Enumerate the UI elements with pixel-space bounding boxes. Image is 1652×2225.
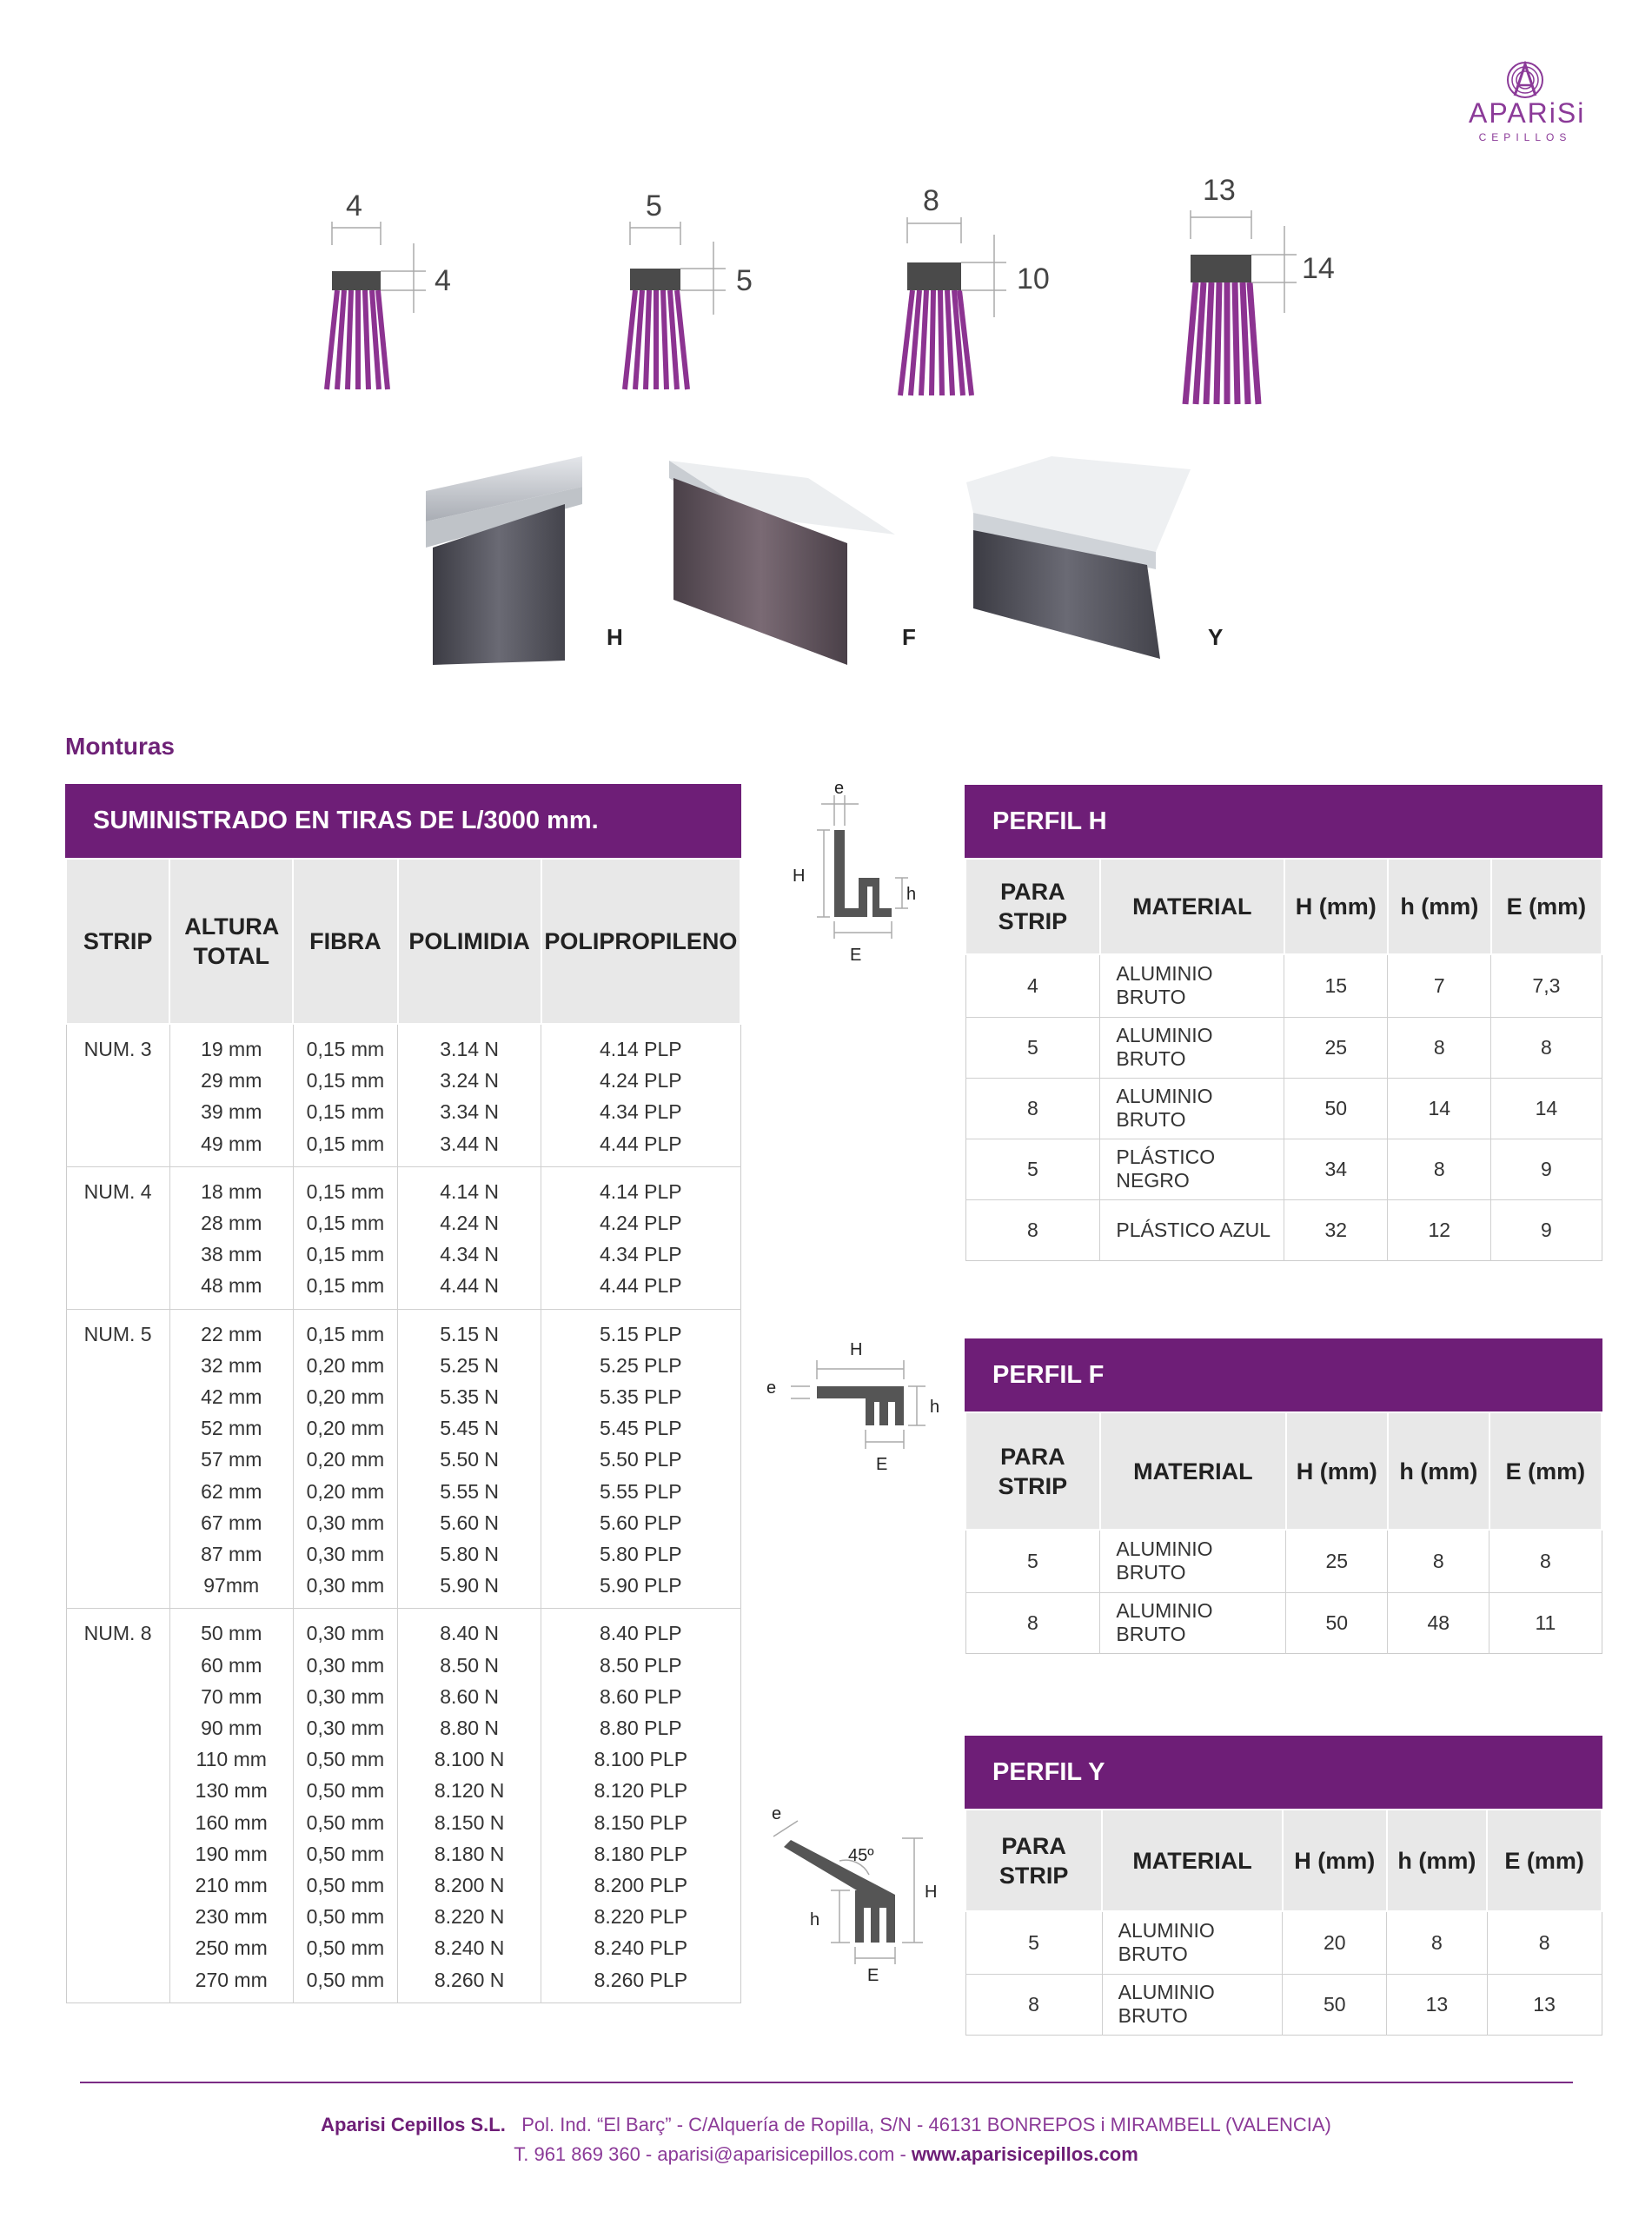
cell-line: 49 mm [201, 1132, 262, 1155]
cell-line: 8.200 N [434, 1874, 505, 1897]
cell-line: 62 mm [201, 1479, 262, 1503]
h-value: 8 [1388, 1530, 1489, 1592]
profile-h-E: E [850, 946, 862, 965]
footer-company: Aparisi Cepillos S.L. [321, 2114, 506, 2135]
fibra-cell [293, 1166, 397, 1309]
cell-line: 160 mm [195, 1810, 268, 1834]
strip-4-height: 4 [435, 264, 451, 297]
H-value: 25 [1284, 1017, 1388, 1078]
profile-y-block [965, 1736, 1602, 2036]
mount-y-label-text: Y [1208, 624, 1224, 650]
cell-line: 0,20 mm [306, 1353, 385, 1377]
h-value: 8 [1387, 1911, 1488, 1974]
profile-header-row [965, 1810, 1602, 1911]
profile-col-header: h (mm) [1388, 1412, 1489, 1530]
strip-8 [900, 184, 1050, 395]
material-value: ALUMINIO BRUTO [1102, 1911, 1283, 1974]
mount-h-label: H [607, 624, 623, 650]
cell-line: 210 mm [195, 1874, 268, 1897]
profile-y-diagram [765, 1795, 947, 1986]
cell-line: 0,15 mm [306, 1100, 385, 1124]
main-table-title: SUMINISTRADO EN TIRAS DE L/3000 mm. [65, 784, 741, 858]
cell-line: 5.50 PLP [600, 1448, 682, 1471]
strip-diagrams [287, 165, 1416, 417]
strip-value: 5 [965, 1017, 1100, 1078]
footer-divider [80, 2082, 1573, 2083]
profile-row [965, 1017, 1602, 1078]
polipropileno-cell [541, 1024, 740, 1166]
profile-title: PERFIL Y [965, 1736, 1602, 1809]
cell-line: 52 mm [201, 1417, 262, 1440]
mount-illustrations [417, 452, 1217, 678]
cell-line: 0,50 mm [306, 1810, 385, 1834]
cell-line: 4.14 PLP [600, 1038, 682, 1060]
cell-line: 0,15 mm [306, 1132, 385, 1155]
profile-f-diagram [756, 1325, 947, 1491]
cell-line: 0,20 mm [306, 1448, 385, 1471]
cell-line: 8.50 N [440, 1653, 500, 1677]
brand-name: APARiSi [1469, 97, 1586, 129]
cell-line: 5.80 N [440, 1543, 500, 1566]
cell-line: 28 mm [201, 1212, 262, 1235]
material-value: PLÁSTICO NEGRO [1100, 1139, 1284, 1199]
cell-line: 5.25 N [440, 1353, 500, 1377]
cell-line: 5.90 PLP [600, 1574, 682, 1597]
cell-line: 8.60 PLP [600, 1684, 682, 1708]
cell-line: 50 mm [201, 1622, 262, 1645]
profile-col-header: H (mm) [1286, 1412, 1388, 1530]
cell-line: 4.44 PLP [600, 1274, 682, 1298]
profile-y-angle: 45º [848, 1846, 874, 1865]
cell-line: 230 mm [195, 1905, 268, 1929]
material-value: PLÁSTICO AZUL [1100, 1199, 1284, 1260]
profile-y-H: H [925, 1883, 938, 1902]
cell-line: 5.60 N [440, 1511, 500, 1534]
profile-h-e: e [834, 779, 845, 798]
cell-line: 0,15 mm [306, 1322, 385, 1345]
h-value: 12 [1388, 1199, 1491, 1260]
cell-line: 0,50 mm [306, 1874, 385, 1897]
cell-line: 0,15 mm [306, 1179, 385, 1203]
profile-row [965, 1592, 1602, 1653]
cell-line: 4.24 N [440, 1212, 500, 1235]
strip-group-row [66, 1166, 740, 1309]
strip-4 [327, 189, 451, 389]
cell-line: 8.150 PLP [594, 1810, 688, 1834]
material-value: ALUMINIO BRUTO [1102, 1974, 1283, 2035]
altura-cell [169, 1024, 293, 1166]
cell-line: 8.100 PLP [594, 1748, 688, 1771]
strip-value: 8 [965, 1592, 1100, 1653]
profile-f-E: E [876, 1455, 888, 1474]
E-value: 9 [1491, 1199, 1602, 1260]
cell-line: 8.260 PLP [594, 1968, 688, 1991]
cell-line: 0,30 mm [306, 1684, 385, 1708]
cell-line: 70 mm [201, 1684, 262, 1708]
profile-f-h: h [930, 1398, 940, 1417]
profile-col-header: MATERIAL [1100, 1412, 1286, 1530]
cell-line: 5.50 N [440, 1448, 500, 1471]
mount-y-image [966, 456, 1191, 659]
polipropileno-cell [541, 1609, 740, 2002]
strip-value: 8 [965, 1199, 1100, 1260]
cell-line: 8.260 N [434, 1968, 505, 1991]
strip-cell: NUM. 5 [66, 1309, 169, 1609]
cell-line: 0,50 mm [306, 1968, 385, 1991]
h-value: 8 [1388, 1017, 1491, 1078]
main-table [65, 858, 741, 2003]
E-value: 14 [1491, 1078, 1602, 1139]
cell-line: 0,15 mm [306, 1243, 385, 1266]
cell-line: 8.50 PLP [600, 1653, 682, 1677]
H-value: 50 [1286, 1592, 1388, 1653]
material-value: ALUMINIO BRUTO [1100, 1530, 1286, 1592]
strip-5 [625, 189, 753, 389]
cell-line: 57 mm [201, 1448, 262, 1471]
strip-5-width: 5 [646, 189, 662, 222]
footer-web-link[interactable]: www.aparisicepillos.com [911, 2143, 1138, 2165]
profile-f-e: e [766, 1378, 777, 1398]
profile-col-header: E (mm) [1489, 1412, 1602, 1530]
profile-title: PERFIL F [965, 1338, 1602, 1411]
H-value: 32 [1284, 1199, 1388, 1260]
mount-f-label: F [902, 624, 916, 650]
cell-line: 18 mm [201, 1179, 262, 1203]
cell-line: 8.80 N [440, 1717, 500, 1740]
cell-line: 0,30 mm [306, 1717, 385, 1740]
polimidia-cell [398, 1166, 541, 1309]
profile-f-H: H [850, 1340, 863, 1359]
cell-line: 87 mm [201, 1543, 262, 1566]
strip-4-width: 4 [346, 189, 362, 222]
cell-line: 4.24 PLP [600, 1069, 682, 1093]
cell-line: 0,50 mm [306, 1905, 385, 1929]
cell-line: 250 mm [195, 1936, 268, 1960]
profile-h-h: h [906, 885, 917, 904]
profile-title: PERFIL H [965, 785, 1602, 858]
cell-line: 4.14 PLP [600, 1179, 682, 1203]
cell-line: 0,15 mm [306, 1038, 385, 1060]
cell-line: 8.120 N [434, 1779, 505, 1803]
cell-line: 5.55 PLP [600, 1479, 682, 1503]
cell-line: 0,20 mm [306, 1479, 385, 1503]
E-value: 7,3 [1491, 954, 1602, 1017]
cell-line: 90 mm [201, 1717, 262, 1740]
cell-line: 0,15 mm [306, 1274, 385, 1298]
profile-h-block [965, 785, 1602, 1261]
material-value: ALUMINIO BRUTO [1100, 954, 1284, 1017]
cell-line: 5.35 PLP [600, 1385, 682, 1409]
strip-group-row [66, 1024, 740, 1166]
cell-line: 0,15 mm [306, 1069, 385, 1093]
cell-line: 5.80 PLP [600, 1543, 682, 1566]
cell-line: 5.35 N [440, 1385, 500, 1409]
cell-line: 67 mm [201, 1511, 262, 1534]
profile-row [965, 1974, 1602, 2035]
polimidia-cell [398, 1609, 541, 2002]
strip-group-row [66, 1309, 740, 1609]
h-value: 13 [1387, 1974, 1488, 2035]
cell-line: 3.44 N [440, 1132, 500, 1155]
cell-line: 3.34 N [440, 1100, 500, 1124]
profile-col-header: PARA STRIP [965, 1810, 1102, 1911]
cell-line: 4.24 PLP [600, 1212, 682, 1235]
profile-row [965, 1078, 1602, 1139]
fibra-cell [293, 1309, 397, 1609]
cell-line: 8.240 N [434, 1936, 505, 1960]
cell-line: 4.34 PLP [600, 1100, 682, 1124]
mount-f-image [669, 461, 895, 665]
E-value: 8 [1487, 1911, 1602, 1974]
H-value: 25 [1286, 1530, 1388, 1592]
cell-line: 42 mm [201, 1385, 262, 1409]
cell-line: 4.34 N [440, 1243, 500, 1266]
strip-13-height: 14 [1302, 252, 1335, 285]
cell-line: 110 mm [196, 1748, 267, 1771]
profile-table [965, 858, 1602, 1261]
footer [0, 2110, 1652, 2169]
cell-line: 130 mm [195, 1779, 268, 1803]
logo-icon [1503, 61, 1548, 99]
profile-col-header: E (mm) [1491, 859, 1602, 954]
altura-cell [169, 1166, 293, 1309]
H-value: 50 [1283, 1974, 1387, 2035]
profile-header-row [965, 1412, 1602, 1530]
profile-col-header: PARA STRIP [965, 859, 1100, 954]
profile-col-header: H (mm) [1284, 859, 1388, 954]
strip-group-row [66, 1609, 740, 2002]
cell-line: 48 mm [201, 1274, 262, 1298]
cell-line: 4.44 PLP [600, 1132, 682, 1155]
col-polipropileno: POLIPROPILENO [541, 859, 740, 1024]
cell-line: 8.180 PLP [594, 1842, 688, 1865]
strip-13 [1185, 174, 1335, 404]
cell-line: 8.220 PLP [594, 1905, 688, 1929]
col-altura: ALTURA TOTAL [169, 859, 293, 1024]
strip-5-height-label: 5 [736, 264, 753, 297]
profile-y-h: h [810, 1910, 820, 1929]
cell-line: 39 mm [201, 1100, 262, 1124]
mount-h-image [426, 456, 582, 665]
cell-line: 270 mm [195, 1968, 268, 1991]
brand-sub: CEPILLOS [1478, 131, 1572, 143]
cell-line: 0,15 mm [306, 1212, 385, 1235]
cell-line: 8.220 N [434, 1905, 505, 1929]
E-value: 9 [1491, 1139, 1602, 1199]
cell-line: 4.34 PLP [600, 1243, 682, 1266]
E-value: 8 [1491, 1017, 1602, 1078]
cell-line: 3.24 N [440, 1069, 500, 1093]
cell-line: 8.200 PLP [594, 1874, 688, 1897]
cell-line: 5.60 PLP [600, 1511, 682, 1534]
H-value: 15 [1284, 954, 1388, 1017]
strip-value: 5 [965, 1139, 1100, 1199]
section-title: Monturas [65, 733, 175, 760]
polimidia-cell [398, 1024, 541, 1166]
profile-row [965, 1139, 1602, 1199]
polimidia-cell [398, 1309, 541, 1609]
strip-value: 8 [965, 1078, 1100, 1139]
polipropileno-cell [541, 1166, 740, 1309]
profile-y-E: E [867, 1966, 879, 1985]
col-strip: STRIP [66, 859, 169, 1024]
cell-line: 4.14 N [440, 1179, 500, 1203]
profile-col-header: h (mm) [1387, 1810, 1488, 1911]
profile-col-header: H (mm) [1283, 1810, 1387, 1911]
cell-line: 5.90 N [440, 1574, 500, 1597]
cell-line: 8.80 PLP [600, 1717, 682, 1740]
H-value: 50 [1284, 1078, 1388, 1139]
cell-line: 3.14 N [440, 1038, 500, 1060]
material-value: ALUMINIO BRUTO [1100, 1592, 1286, 1653]
H-value: 20 [1283, 1911, 1387, 1974]
h-value: 14 [1388, 1078, 1491, 1139]
profile-row [965, 1911, 1602, 1974]
material-value: ALUMINIO BRUTO [1100, 1078, 1284, 1139]
strip-value: 5 [965, 1530, 1100, 1592]
cell-line: 97mm [203, 1574, 260, 1597]
cell-line: 190 mm [195, 1842, 268, 1865]
cell-line: 0,30 mm [306, 1653, 385, 1677]
footer-contact: T. 961 869 360 - aparisi@aparisicepillos.com - [514, 2143, 906, 2165]
brand-logo [1469, 61, 1586, 156]
profile-table [965, 1809, 1602, 2036]
profile-col-header: MATERIAL [1100, 859, 1284, 954]
H-value: 34 [1284, 1139, 1388, 1199]
strip-value: 4 [965, 954, 1100, 1017]
profile-col-header: MATERIAL [1102, 1810, 1283, 1911]
profile-col-header: h (mm) [1388, 859, 1491, 954]
profile-table [965, 1411, 1602, 1654]
col-polimidia: POLIMIDIA [398, 859, 541, 1024]
strip-cell: NUM. 8 [66, 1609, 169, 2002]
h-value: 8 [1388, 1139, 1491, 1199]
material-value: ALUMINIO BRUTO [1100, 1017, 1284, 1078]
cell-line: 8.180 N [434, 1842, 505, 1865]
footer-address-line [0, 2110, 1652, 2140]
profile-row [965, 1530, 1602, 1592]
main-table-header-row [66, 859, 740, 1024]
E-value: 11 [1489, 1592, 1602, 1653]
cell-line: 5.45 N [440, 1417, 500, 1440]
profile-y-e: e [772, 1804, 782, 1823]
col-fibra: FIBRA [293, 859, 397, 1024]
strip-value: 5 [965, 1911, 1102, 1974]
cell-line: 0,30 mm [306, 1574, 385, 1597]
cell-line: 29 mm [201, 1069, 262, 1093]
h-value: 48 [1388, 1592, 1489, 1653]
polipropileno-cell [541, 1309, 740, 1609]
cell-line: 0,50 mm [306, 1779, 385, 1803]
E-value: 13 [1487, 1974, 1602, 2035]
cell-line: 0,20 mm [306, 1417, 385, 1440]
profile-col-header: PARA STRIP [965, 1412, 1100, 1530]
cell-line: 8.40 N [440, 1622, 500, 1645]
altura-cell [169, 1609, 293, 2002]
profile-f-block [965, 1338, 1602, 1654]
cell-line: 0,50 mm [306, 1936, 385, 1960]
cell-line: 8.120 PLP [594, 1779, 688, 1803]
cell-line: 8.150 N [434, 1810, 505, 1834]
cell-line: 38 mm [201, 1243, 262, 1266]
profile-row [965, 1199, 1602, 1260]
h-value: 7 [1388, 954, 1491, 1017]
cell-line: 8.60 N [440, 1684, 500, 1708]
footer-contact-line [0, 2140, 1652, 2169]
cell-line: 19 mm [201, 1038, 262, 1060]
fibra-cell [293, 1024, 397, 1166]
profile-row [965, 954, 1602, 1017]
E-value: 8 [1489, 1530, 1602, 1592]
cell-line: 5.25 PLP [600, 1353, 682, 1377]
profile-col-header: E (mm) [1487, 1810, 1602, 1911]
footer-address: Pol. Ind. “El Barç” - C/Alquería de Ropilla, S/N - 46131 BONREPOS i MIRAMBELL (VALENCIA) [521, 2114, 1331, 2135]
cell-line: 8.100 N [434, 1748, 505, 1771]
strip-8-width: 8 [923, 184, 939, 217]
altura-cell [169, 1309, 293, 1609]
cell-line: 60 mm [201, 1653, 262, 1677]
cell-line: 4.44 N [440, 1274, 500, 1298]
cell-line: 0,50 mm [306, 1748, 385, 1771]
strip-13-width: 13 [1203, 174, 1236, 207]
cell-line: 5.45 PLP [600, 1417, 682, 1440]
strip-cell: NUM. 4 [66, 1166, 169, 1309]
cell-line: 8.40 PLP [600, 1622, 682, 1645]
profile-h-H: H [793, 867, 806, 886]
cell-line: 0,30 mm [306, 1511, 385, 1534]
strip-value: 8 [965, 1974, 1102, 2035]
fibra-cell [293, 1609, 397, 2002]
cell-line: 22 mm [201, 1322, 262, 1345]
cell-line: 0,50 mm [306, 1842, 385, 1865]
cell-line: 8.240 PLP [594, 1936, 688, 1960]
cell-line: 0,20 mm [306, 1385, 385, 1409]
cell-line: 5.15 PLP [600, 1322, 682, 1345]
profile-h-diagram [782, 778, 939, 973]
cell-line: 5.55 N [440, 1479, 500, 1503]
cell-line: 32 mm [201, 1353, 262, 1377]
cell-line: 0,30 mm [306, 1543, 385, 1566]
cell-line: 0,30 mm [306, 1622, 385, 1645]
cell-line: 5.15 N [440, 1322, 500, 1345]
strip-8-height: 10 [1017, 262, 1050, 296]
strip-cell: NUM. 3 [66, 1024, 169, 1166]
profile-header-row [965, 859, 1602, 954]
